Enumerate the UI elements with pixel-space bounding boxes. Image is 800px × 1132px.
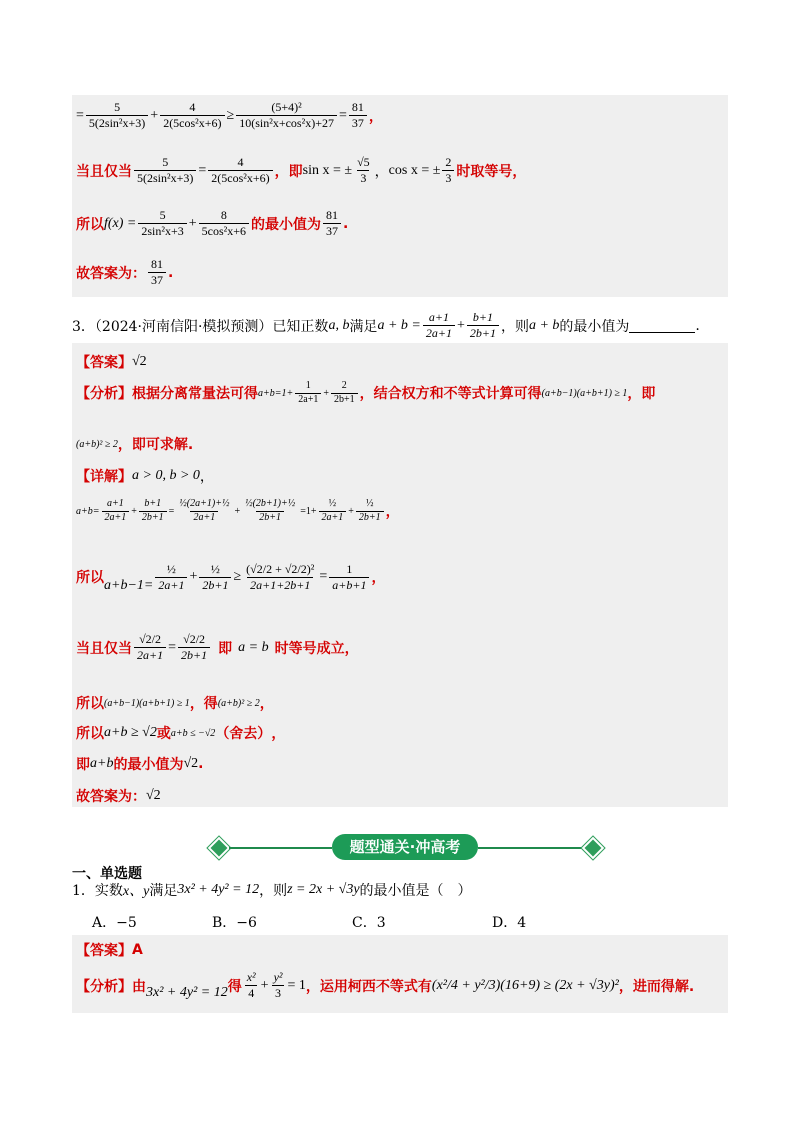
analysis-line-1: 【分析】 根据分离常量法可得 a+b=1+ $\frac{1}{2a+1}$ + $\frac{2}{2b+1}$ ，结合权方和不等式计算可得 (a+b−1)(a+b+1) ≥ 1 ，即 xyxy=(76,380,656,405)
detail-line-4: 当且仅当 $\frac{√2/2}{2a+1}$ = $\frac{√2/2}{2b+1}$ 即 a = b 时等号成立， xyxy=(76,632,359,662)
detail-line-5: 所以 (a+b−1)(a+b+1) ≥ 1 ，得 (a+b)² ≥ 2 ， xyxy=(76,696,274,712)
q1-answer-line: 【答案】 A xyxy=(76,942,143,959)
frac: $\frac{\text{(5+4)²}}{\text{10(sin²x+cos²x)+27}}$ xyxy=(236,100,337,131)
frac: $\frac{b+1}{2b+1}$ xyxy=(467,310,499,341)
option-c[interactable]: C．3 xyxy=(352,915,386,931)
frac: $\frac{4}{\text{2(5cos²x+6)}}$ xyxy=(160,100,224,131)
question-1: 1．实数 x、y 满足 3x² + 4y² = 12 ，则 z = 2x + √3y 的最小值是（ ） xyxy=(72,882,472,899)
option-a[interactable]: A．−5 xyxy=(92,915,137,931)
frac: $\frac{\text{(√2/2 + √2/2)²}}{2a+1+2b+1}$ xyxy=(246,561,315,592)
frac: $\frac{√2/2}{2a+1}$ xyxy=(134,632,166,663)
banner-line-right xyxy=(478,847,581,849)
frac: $\frac{5}{\text{2sin²x+3}}$ xyxy=(138,208,186,239)
prev-line-2: 当且仅当 $\frac{5}{\text{5(2sin²x+3)}}$ = $\frac{4}{\text{2(5cos²x+6)}}$ ，即 sin x = ± $\frac{√5}{3}$ ， cos x = ± $\frac{2}{3}$ 时取等号， xyxy=(76,155,527,185)
frac: $\frac{5}{\text{5(2sin²x+3)}}$ xyxy=(134,155,196,186)
frac: $\frac{\text{½}}{2a+1}$ xyxy=(155,562,187,593)
frac: $\frac{81}{37}$ xyxy=(148,257,166,288)
diamond-icon xyxy=(208,837,231,860)
option-b[interactable]: B．−6 xyxy=(212,915,257,931)
banner-title: 题型通关·冲高考 xyxy=(332,834,478,860)
prev-line-1: = $\frac{5}{\text{5(2sin²x+3)}}$ + $\frac{4}{\text{2(5cos²x+6)}}$ ≥ $\frac{\text{(5+4)²}}{\text{10(sin²x+cos²x)+27}}$ = $\frac{81}{37}$ ， xyxy=(76,100,383,130)
frac: $\frac{√2/2}{2b+1}$ xyxy=(178,632,210,663)
frac: $\frac{1}{2a+1}$ xyxy=(295,380,321,406)
frac: $\frac{\text{½}}{2b+1}$ xyxy=(356,498,384,524)
frac: $\frac{\text{½}}{2b+1}$ xyxy=(199,562,231,593)
diamond-icon xyxy=(582,837,605,860)
prev-line-3: 所以 f(x) = $\frac{5}{\text{2sin²x+3}}$ + $\frac{8}{\text{5cos²x+6}}$ 的最小值为 $\frac{81}{37}$ . xyxy=(76,208,349,238)
q1-analysis-line: 【分析】 由 3x² + 4y² = 12 得 $\frac{\text{x²}}{4}$ + $\frac{\text{y²}}{3}$ = 1 ，运用柯西不等式有 (x²/4 + y²/3)(16+9) ≥ (2x + √3y)² ，进而得解. xyxy=(76,970,695,1000)
frac: $\frac{2}{2b+1}$ xyxy=(331,380,358,406)
detail-line-3: 所以 a+b−1= $\frac{\text{½}}{2a+1}$ + $\frac{\text{½}}{2b+1}$ ≥ $\frac{\text{(√2/2 + √2/2)²}}{2a+1+2b+1}$ = $\frac{1}{a+b+1}$ ， xyxy=(76,561,386,593)
detail-line-1: 【详解】 a > 0, b > 0 ， xyxy=(76,468,214,485)
frac: $\frac{\text{x²}}{4}$ xyxy=(246,970,256,1000)
option-d[interactable]: D．4 xyxy=(492,915,527,931)
frac: $\frac{a+1}{2a+1}$ xyxy=(423,310,455,341)
detail-line-8: 故答案为： √2 xyxy=(76,788,161,805)
frac: $\frac{√5}{3}$ xyxy=(357,155,370,185)
answer-line: 【答案】 √2 xyxy=(76,354,147,371)
question-3: 3．（2024·河南信阳·模拟预测）已知正数 a, b 满足 a + b = $\frac{a+1}{2a+1}$ + $\frac{b+1}{2b+1}$ ，则 a + b 的最小值为 . xyxy=(72,310,700,340)
frac: $\frac{81}{37}$ xyxy=(349,100,367,131)
frac: $\frac{\text{y²}}{3}$ xyxy=(273,970,283,1000)
detail-line-2: a+b= $\frac{a+1}{2a+1}$ + $\frac{b+1}{2b+1}$ = $\frac{\text{½(2a+1)+½}}{2a+1}$ + $\frac{\text{½(2b+1)+½}}{2b+1}$ =1+ $\frac{\text{½}}{2a+1}$ + $\frac{\text{½}}{2b+1}$ ， xyxy=(76,498,400,523)
detail-line-7: 即 a+b 的最小值为 √2 . xyxy=(76,756,204,773)
frac: $\frac{8}{\text{5cos²x+6}}$ xyxy=(199,208,249,239)
prev-line-4: 故答案为： $\frac{81}{37}$ . xyxy=(76,257,174,287)
section-banner xyxy=(205,832,605,864)
answer-blank[interactable] xyxy=(629,318,695,333)
detail-line-6: 所以 a+b ≥ √2 或 a+b ≤ −√2 （舍去） ， xyxy=(76,725,286,742)
frac: $\frac{1}{a+b+1}$ xyxy=(329,562,369,593)
frac: $\frac{2}{3}$ xyxy=(442,155,454,186)
frac: $\frac{81}{37}$ xyxy=(323,208,341,239)
frac: $\frac{\text{½(2b+1)+½}}{2b+1}$ xyxy=(245,498,296,523)
analysis-line-2: (a+b)² ≥ 2 ，即可求解. xyxy=(76,437,194,453)
frac: $\frac{\text{½}}{2a+1}$ xyxy=(319,498,347,524)
banner-line-left xyxy=(229,847,332,849)
frac: $\frac{a+1}{2a+1}$ xyxy=(102,498,130,524)
frac: $\frac{\text{½(2a+1)+½}}{2a+1}$ xyxy=(179,498,230,523)
section-heading: 一、单选题 xyxy=(72,866,142,882)
frac: $\frac{5}{\text{5(2sin²x+3)}}$ xyxy=(86,100,148,131)
frac: $\frac{b+1}{2b+1}$ xyxy=(139,498,167,524)
frac: $\frac{4}{\text{2(5cos²x+6)}}$ xyxy=(208,155,272,186)
